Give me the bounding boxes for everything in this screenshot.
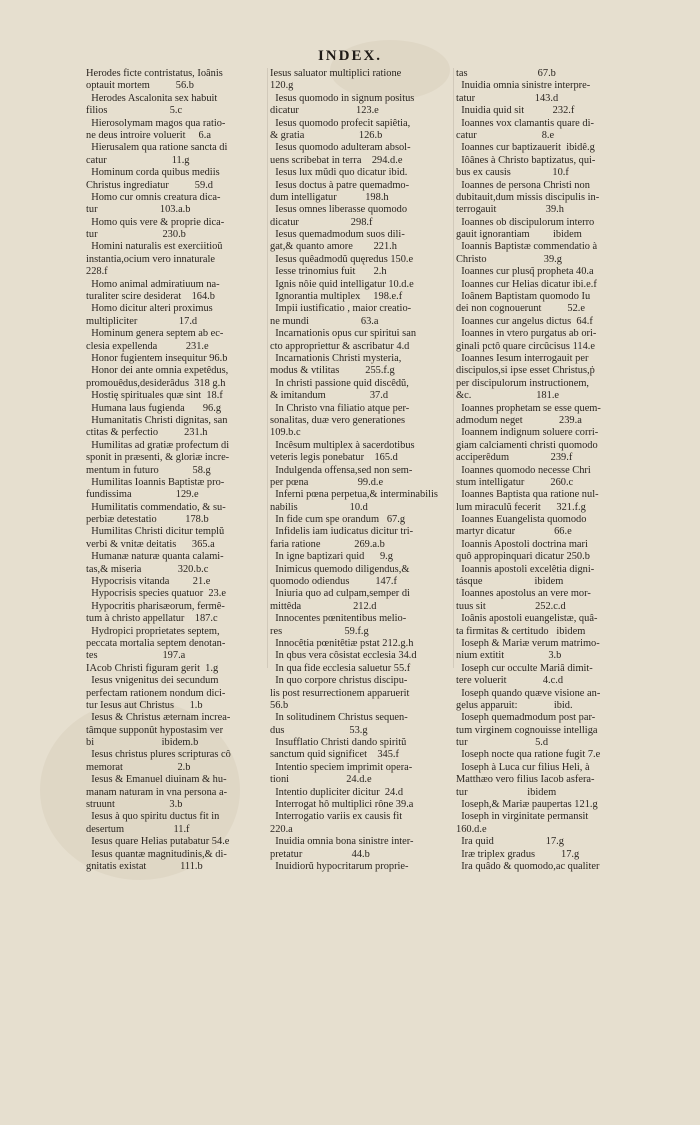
index-entry-line: In christi passione quid discêdŭ, (270, 377, 409, 389)
index-entry-line: dus 53.g (270, 724, 368, 736)
index-entry-line: Ioannes Iesum interrogauit per (456, 352, 589, 364)
index-entry-line: Inuidia omnia sinistre interpre- (456, 80, 591, 92)
index-entry-line: In qua fide ecclesia saluetur 55.f (270, 662, 411, 674)
index-entry-line: promouêdus,desiderâdus 318 g.h (86, 377, 226, 389)
index-entry-line: Incêsum multiplex à sacerdotibus (270, 439, 415, 451)
index-entry-line: catur 11.g (86, 154, 190, 166)
index-entry-line: peccata mortalia septem denotan- (86, 637, 226, 649)
index-entry-line: desertum 11.f (86, 823, 190, 835)
index-entry-line: filios 5.c (86, 105, 183, 117)
index-entry-line: In solitudinem Christus sequen- (270, 712, 408, 724)
index-entry-line: admodum neget 239.a (456, 414, 582, 426)
index-entry-line: Ioseph quando quæve visione an- (456, 687, 601, 699)
index-entry-line: per discipulorum instructionem, (456, 377, 590, 389)
index-entry-line: ne deus introire voluerit 6.a (86, 129, 211, 141)
index-entry-line: Homini naturalis est exerciitioŭ (86, 241, 223, 253)
index-entry-line: Hierosolymam magos qua ratio- (86, 117, 226, 129)
index-entry-line: Iesus doctus à patre quemadmo- (270, 179, 410, 191)
index-entry-line: Ioannes Baptista qua ratione nul- (456, 489, 599, 501)
index-entry-line: In Christo vna filiatio atque per- (270, 402, 410, 414)
index-entry-line: 228.f (86, 266, 108, 278)
index-entry-line: In qbus vera côsistat ecclesia 34.d (270, 650, 417, 662)
index-entry-line: gnitatis existat 111.b (86, 861, 203, 872)
index-entry-line: Ioannis apostoli excelêtia digni- (456, 563, 595, 575)
index-entry-line: faria ratione 269.a.b (270, 538, 385, 550)
column-divider (453, 68, 454, 668)
index-entry-line: Intentio speciem imprimit opera- (270, 761, 413, 773)
index-entry-line: dicatur 123.e (270, 105, 379, 117)
index-entry-line: turaliter scire desiderat 164.b (86, 291, 215, 303)
index-entry-line: & imitandum 37.d (270, 390, 389, 402)
index-entry-line: Ioannes cur baptizauerit ibidê.g (456, 142, 595, 154)
index-entry-line: Hydropici proprietates septem, (86, 625, 220, 637)
index-entry-line: perbiæ detestatio 178.b (86, 514, 209, 526)
index-entry-line: Insufflatio Christi dando spiritŭ (270, 737, 407, 749)
index-entry-line: 120.g (270, 80, 294, 92)
index-entry-line: Ioseph nocte qua ratione fugit 7.e (456, 749, 601, 761)
index-entry-line: Ioannem indignum soluere corri- (456, 427, 599, 439)
index-entry-line: acciperêdum 239.f (456, 452, 573, 464)
index-entry-line: tâmque supponût hypostasim ver (86, 724, 224, 736)
index-entry-line: tas,& miseria 320.b.c (86, 563, 209, 575)
index-entry-line: Ioseph in virginitate permansit (456, 811, 589, 823)
index-entry-line: Matthæo vero filius Iacob asfera- (456, 774, 595, 786)
index-entry-line: Iræ triplex gradus 17.g (456, 848, 580, 860)
index-entry-line: 220.a (270, 823, 293, 835)
index-entry-line: Ioannes de persona Christi non (456, 179, 590, 191)
index-entry-line: Iesus à quo spiritu ductus fit in (86, 811, 220, 823)
index-entry-line: Hostię spirituales quæ sint 18.f (86, 390, 223, 402)
index-entry-line: struunt 3.b (86, 799, 183, 811)
index-entry-line: Ira quid 17.g (456, 836, 564, 848)
index-entry-line: tum à christo appellatur 187.c (86, 613, 218, 625)
index-entry-line: Humilitas Christi dicitur templŭ (86, 526, 225, 538)
index-entry-line: Honor fugientem insequitur 96.b (86, 352, 228, 364)
index-entry-line: pretatur 44.b (270, 848, 370, 860)
index-entry-line: discipulos,si ipse esset Christus,ṗ (456, 365, 595, 377)
index-entry-line: Inferni pœna perpetua,& interminabilis (270, 489, 438, 501)
index-entry-line: terrogauit 39.h (456, 204, 564, 216)
index-entry-line: giam calciamenti christi quomodo (456, 439, 598, 451)
index-entry-line: tere voluerit 4.c.d (456, 675, 564, 687)
index-entry-line: Iôânes à Christo baptizatus, qui- (456, 154, 596, 166)
index-entry-line: tur Iesus aut Christus 1.b (86, 699, 203, 711)
index-entry-line: In igne baptizari quid 9.g (270, 551, 393, 563)
index-entry-line: Iesus quemadmodum suos dili- (270, 229, 405, 241)
index-entry-line: cto appropriettur & ascribatur 4.d (270, 340, 410, 352)
index-entry-line: tuus sit 252.c.d (456, 600, 566, 612)
index-entry-line: Innocêtia pœnitêtiæ pstat 212.g.h (270, 637, 414, 649)
index-entry-line: Homo animal admiratiuum na- (86, 278, 220, 290)
index-entry-line: Ioannes quomodo necesse Chri (456, 464, 591, 476)
index-entry-line: gelus apparuit: ibid. (456, 699, 573, 711)
index-entry-line: Hierusalem qua ratione sancta di (86, 142, 228, 154)
index-entry-line: Iesus lux mŭdi quo dicatur ibid. (270, 167, 408, 179)
index-entry-line: Iesus quomodo in signum positus (270, 92, 415, 104)
index-entry-line: Iesus & Emanuel diuinam & hu- (86, 774, 227, 786)
index-entry-line: ginali pctô quare circûcisus 114.e (456, 340, 595, 352)
index-entry-line: Ioannes ob discipulorum interro (456, 216, 595, 228)
index-column-2 (270, 68, 452, 873)
index-entry-line: tes 197.a (86, 650, 186, 662)
index-entry-line: Herodes Ascalonita sex habuit (86, 92, 218, 104)
index-entry-line: Intentio dupliciter dicitur 24.d (270, 786, 404, 798)
index-entry-line: Iesus quantæ magnitudinis,& di- (86, 848, 227, 860)
index-entry-line: catur 8.e (456, 129, 555, 141)
index-entry-line: Inuidia omnia bona sinistre inter- (270, 836, 414, 848)
index-entry-line: Hypocritis pharisæorum, fermê- (86, 600, 225, 612)
index-entry-line: verbi & vnitæ deitatis 365.a (86, 538, 215, 550)
index-entry-line: Iesus quare Helias putabatur 54.e (86, 836, 230, 848)
index-column-3 (456, 68, 654, 873)
index-entry-line: 109.b.c (270, 427, 301, 439)
index-entry-line: ta firmitas & certitudo ibidem (456, 625, 586, 637)
index-entry-line: gauit ignorantiam ibidem (456, 229, 582, 241)
index-entry-line: Ignis nôie quid intelligatur 10.d.e (270, 278, 414, 290)
index-entry-line: quô appropinquari dicatur 250.b (456, 551, 590, 563)
index-entry-line: mentum in futuro 58.g (86, 464, 211, 476)
index-entry-line: Iesus & Christus æternam increa- (86, 712, 231, 724)
index-entry-line: stum intelligatur 260.c (456, 476, 574, 488)
index-entry-line: Ioannes cur angelus dictus 64.f (456, 315, 593, 327)
index-entry-line: quomodo odiendus 147.f (270, 576, 397, 588)
index-entry-line: nium extitit 3.b (456, 650, 562, 662)
index-entry-line: tum virginem cognouisse intelliga (456, 724, 598, 736)
index-entry-line: Herodes ficte contristatus, Ioânis (86, 68, 223, 79)
index-entry-line: Interrogatio variis ex causis fit (270, 811, 403, 823)
index-entry-line: Iesus christus plures scripturas cô (86, 749, 231, 761)
index-entry-line: lum miraculŭ fecerit 321.f.g (456, 501, 586, 513)
index-entry-line: Iesus quomodo adulteram absol- (270, 142, 411, 154)
index-entry-line: dubitauit,dum missis discipulis in- (456, 191, 600, 203)
index-entry-line: uens scribebat in terra 294.d.e (270, 154, 403, 166)
index-entry-line: clesia expellenda 231.e (86, 340, 209, 352)
index-entry-line: Iniuria quo ad culpam,semper di (270, 588, 410, 600)
index-entry-line: Ioannes prophetam se esse quem- (456, 402, 601, 414)
index-entry-line: 160.d.e (456, 823, 487, 835)
index-entry-line: dicatur 298.f (270, 216, 373, 228)
index-entry-line: optauit mortem 56.b (86, 80, 194, 92)
index-entry-line: Ioannes in vtero purgatus ab ori- (456, 328, 597, 340)
index-entry-line: Iesse trinomius fuit 2.h (270, 266, 387, 278)
index-entry-line: tur 5.d (456, 737, 549, 749)
index-entry-line: Ignorantia multiplex 198.e.f (270, 291, 403, 303)
page-title: INDEX. (317, 48, 383, 64)
index-entry-line: IAcob Christi figuram gerit 1.g (86, 662, 219, 674)
index-entry-line: tásque ibidem (456, 576, 564, 588)
index-entry-line: martyr dicatur 66.e (456, 526, 572, 538)
index-entry-line: veteris legis ponebatur 165.d (270, 452, 398, 464)
index-entry-line: Iesus omnes liberasse quomodo (270, 204, 408, 216)
index-entry-line: Ioannis Apostoli doctrina mari (456, 538, 588, 550)
index-entry-line: Christus ingrediatur 59.d (86, 179, 213, 191)
index-entry-line: Ioannes vox clamantis quare di- (456, 117, 594, 129)
index-entry-line: Iesus quêadmodŭ quęredus 150.e (270, 253, 414, 265)
index-entry-line: Iesus vnigenitus dei secundum (86, 675, 219, 687)
index-entry-line: Homo dicitur alteri proximus (86, 303, 213, 315)
index-entry-line: Ioseph,& Mariæ paupertas 121.g (456, 799, 598, 811)
index-entry-line: Humilitas Ioannis Baptistæ pro- (86, 476, 225, 488)
index-entry-line: &c. 181.e (456, 390, 560, 402)
index-entry-line: Humilitas ad gratiæ profectum di (86, 439, 230, 451)
index-entry-line: Ioânis apostoli euangelistæ, quâ- (456, 613, 598, 625)
index-entry-line: tioni 24.d.e (270, 774, 372, 786)
index-entry-line: Ioannes Euangelista quomodo (456, 514, 587, 526)
index-entry-line: tur ibidem (456, 786, 557, 798)
index-entry-line: In quo corpore christus discipu- (270, 675, 408, 687)
index-entry-line: Humilitatis commendatio, & su- (86, 501, 226, 513)
index-entry-line: Innocentes pœnitentibus melio- (270, 613, 407, 625)
index-entry-line: Ioseph quemadmodum post par- (456, 712, 596, 724)
index-entry-line: Homo cur omnis creatura dica- (86, 191, 221, 203)
index-entry-line: tas 67.b (456, 68, 556, 79)
index-entry-line: fundissima 129.e (86, 489, 199, 501)
index-entry-line: Hominum genera septem ab ec- (86, 328, 224, 340)
index-entry-line: dum intelligatur 198.h (270, 191, 389, 203)
index-entry-line: Ioannis Baptistæ commendatio à (456, 241, 598, 253)
index-entry-line: sponit in præsenti, & gloriæ incre- (86, 452, 230, 464)
index-entry-line: tur 230.b (86, 229, 186, 241)
index-entry-line: Ira quâdo & quomodo,ac qualiter (456, 861, 600, 872)
index-entry-line: Hypocrisis species quatuor 23.e (86, 588, 226, 600)
index-entry-line: bi ibidem.b (86, 737, 199, 749)
index-entry-line: sonalitas, duæ vero generationes (270, 414, 406, 426)
index-entry-line: lis post resurrectionem apparuerit (270, 687, 410, 699)
index-entry-line: Humanitatis Christi dignitas, san (86, 414, 228, 426)
index-entry-line: Hypocrisis vitanda 21.e (86, 576, 211, 588)
index-entry-line: modus & vtilitas 255.f.g (270, 365, 395, 377)
index-entry-line: ne mundi 63.a (270, 315, 379, 327)
index-entry-line: In fide cum spe orandum 67.g (270, 514, 406, 526)
index-entry-line: Indulgenda offensa,sed non sem- (270, 464, 413, 476)
index-entry-line: Inuidia quid sit 232.f (456, 105, 575, 117)
index-entry-line: per pœna 99.d.e (270, 476, 384, 488)
index-entry-line: tatur 143.d (456, 92, 559, 104)
index-entry-line: Ioânem Baptistam quomodo Iu (456, 291, 591, 303)
index-entry-line: sanctum quid significet 345.f (270, 749, 399, 761)
index-entry-line: Ioseph à Luca cur filius Heli, à (456, 761, 590, 773)
index-entry-line: Infidelis iam iudicatus dicitur tri- (270, 526, 414, 538)
index-entry-line: Humanæ naturæ quanta calami- (86, 551, 224, 563)
index-entry-line: dei non cognouerunt 52.e (456, 303, 585, 315)
index-entry-line: Homo quis vere & proprie dica- (86, 216, 225, 228)
index-entry-line: Incarnationis opus cur spiritui san (270, 328, 417, 340)
index-entry-line: manam naturam in vna persona a- (86, 786, 228, 798)
index-entry-line: nabilis 10.d (270, 501, 368, 513)
index-entry-line: Ioannes cur plusq̃ propheta 40.a (456, 266, 594, 278)
index-entry-line: memorat 2.b (86, 761, 191, 773)
index-entry-line: Iesus quomodo profecit sapiêtia, (270, 117, 411, 129)
index-entry-line: tur 103.a.b (86, 204, 191, 216)
index-entry-line: Ioseph & Mariæ verum matrimo- (456, 637, 600, 649)
index-entry-line: instantia,ocium vero innaturale (86, 253, 215, 265)
index-entry-line: Hominum corda quibus mediis (86, 167, 220, 179)
index-entry-line: Inuidiorŭ hypocritarum proprie- (270, 861, 409, 872)
index-entry-line: 56.b (270, 699, 289, 711)
index-entry-line: & gratia 126.b (270, 129, 383, 141)
index-column-1 (86, 68, 268, 873)
index-entry-line: Impii iustificatio , maior creatio- (270, 303, 412, 315)
index-entry-line: res 59.f.g (270, 625, 369, 637)
index-entry-line: gat,& quanto amore 221.h (270, 241, 397, 253)
index-entry-line: Iesus saluator multiplici ratione (270, 68, 402, 79)
index-entry-line: Honor dei ante omnia expetêdus, (86, 365, 229, 377)
index-entry-line: perfectam rationem nondum dici- (86, 687, 226, 699)
index-entry-line: Ioseph cur occulte Mariâ dimit- (456, 662, 593, 674)
index-entry-line: Ioannes apostolus an vere mor- (456, 588, 591, 600)
index-entry-line: ctitas & perfectio 231.h (86, 427, 208, 439)
index-entry-line: Inimicus quemodo diligendus,& (270, 563, 410, 575)
index-entry-line: mittêda 212.d (270, 600, 377, 612)
index-entry-line: bus ex causis 10.f (456, 167, 569, 179)
index-entry-line: Interrogat hô multiplici rône 39.a (270, 799, 414, 811)
index-entry-line: Ioannes cur Helias dicatur ibi.e.f (456, 278, 597, 290)
index-entry-line: Christo 39.g (456, 253, 562, 265)
index-entry-line: Humana laus fugienda 96.g (86, 402, 222, 414)
index-entry-line: Incarnationis Christi mysteria, (270, 352, 402, 364)
index-entry-line: multipliciter 17.d (86, 315, 198, 327)
